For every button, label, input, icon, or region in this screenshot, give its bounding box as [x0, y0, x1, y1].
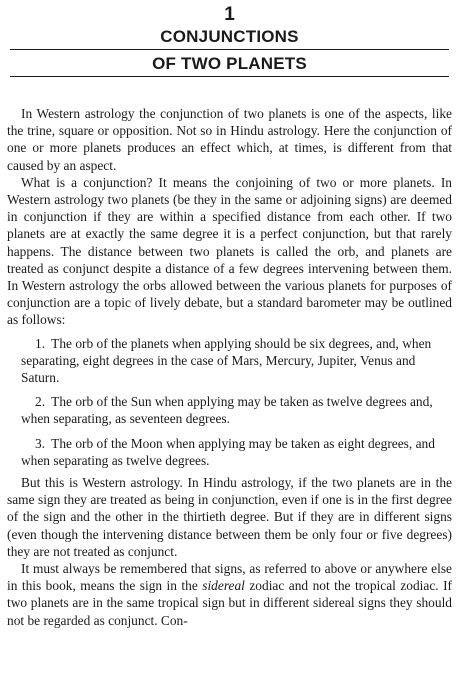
paragraph-what-is-conjunction: What is a conjunction? It means the conjoining of two or more planets. In Western astrology two planets (be they in the same or adjoining signs) are deemed in conjunction if they are within a specified distance from each other. If two planets are at exactly the same degree it is a perfect conjunction, but that rarely happens. The distance between two planets is called the orb, and planets are treated as conjunct despite a distance of a few degrees intervening between them. In Western astrology the orbs allowed between the various planets for purposes of conjunction are a topic of lively debate, but a standard barometer may be outlined as follows: — [7, 174, 452, 328]
sidereal-emphasis: sidereal — [202, 578, 245, 594]
orb-list-number: 1. — [35, 335, 46, 351]
orb-list-item — [21, 335, 438, 387]
orb-list — [7, 335, 452, 469]
orb-list-item — [21, 435, 438, 469]
title-rule-top — [10, 49, 449, 50]
chapter-title-line-1: CONJUNCTIONS — [160, 27, 299, 46]
title-rule-bottom — [10, 76, 449, 77]
paragraph-hindu-astrology: But this is Western astrology. In Hindu astrology, if the two planets are in the same sign they are treated as being in conjunction, even if one is in the first degree of the sign and the other in the thirtieth degree. But if they are in different signs (even though the intervening distance between them be only four or five degrees) they are not treated as conjunct. — [7, 475, 452, 559]
chapter-title-line-2: OF TWO PLANETS — [152, 54, 307, 73]
orb-list-number: 3. — [35, 435, 46, 451]
chapter-body — [7, 105, 452, 629]
paragraph-intro: In Western astrology the conjunction of two planets is one of the aspects, like the trine, square or opposition. Not so in Hindu astrology. Here the conjunction of one or more planets produces an effect which, at times, is different from that caused by an aspect. — [7, 106, 452, 173]
orb-list-item — [21, 393, 438, 427]
sidereal-text-after: zodiac and not the tropical zodiac. If two planets are in the same tropical sign but in different sidereal signs they should not be regarded as conjunct. Con- — [7, 578, 452, 628]
orb-list-text: The orb of the Sun when applying may be taken as twelve degrees and, when separating, as seventeen degrees. — [21, 394, 433, 427]
sidereal-text-before: It must always be remembered that signs, as referred to above or anywhere else in this book, means the sign in the — [7, 561, 452, 594]
paragraph-sidereal — [7, 560, 452, 629]
orb-list-text: The orb of the planets when applying should be six degrees, and, when separating, eight degrees in the case of Mars, Mercury, Jupiter, Venus and Saturn. — [21, 335, 432, 386]
orb-list-text: The orb of the Moon when applying may be taken as eight degrees, and when separating as twelve degrees. — [21, 435, 435, 468]
chapter-number: 1 — [224, 4, 235, 25]
orb-list-number: 2. — [35, 394, 46, 410]
